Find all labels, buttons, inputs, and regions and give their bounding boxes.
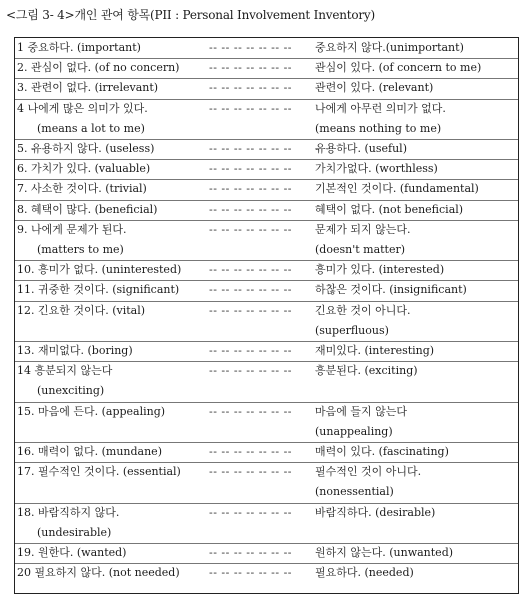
item-row (15, 139, 518, 160)
item-left-label: 10. 흥미가 없다. (uninterested) (17, 263, 182, 277)
item-left-english: (means a lot to me) (37, 121, 145, 135)
item-right-label: 관련이 있다. (relevant) (315, 81, 434, 95)
item-row (15, 58, 518, 79)
item-line-continuation (15, 383, 518, 399)
item-left-label: 7. 사소한 것이다. (trivial) (17, 182, 147, 196)
item-right-label: 하찮은 것이다. (insignificant) (315, 283, 467, 297)
item-right-english: (doesn't matter) (315, 242, 406, 256)
item-row (15, 462, 518, 503)
item-line-continuation (15, 484, 518, 500)
item-left-label: 4 나에게 많은 의미가 있다. (17, 101, 148, 115)
item-left-english: (undesirable) (37, 525, 112, 539)
item-left-english: (matters to me) (37, 242, 124, 256)
item-right-label: 필수적인 것이 아니다. (315, 465, 422, 479)
item-row (15, 543, 518, 564)
item-line (15, 464, 518, 480)
item-right-english: (means nothing to me) (315, 121, 442, 135)
item-right-label: 중요하지 않다.(unimportant) (315, 41, 464, 54)
item-line-continuation (15, 525, 518, 541)
item-left-label: 19. 원한다. (wanted) (17, 546, 127, 559)
item-row (15, 78, 518, 99)
item-right-english: (unappealing) (315, 424, 393, 438)
item-right-label: 문제가 되지 않는다. (315, 222, 411, 236)
item-left-label: 13. 재미없다. (boring) (17, 344, 133, 357)
inventory-table (14, 37, 519, 594)
scale-dashes: -- -- -- -- -- -- -- (209, 101, 293, 115)
scale-dashes: -- -- -- -- -- -- -- (209, 364, 293, 378)
item-line (15, 181, 518, 197)
item-row (15, 260, 518, 281)
scale-dashes: -- -- -- -- -- -- -- (209, 222, 293, 236)
scale-dashes: -- -- -- -- -- -- -- (209, 566, 293, 580)
item-row (15, 99, 518, 140)
item-right-label: 마음에 들지 않는다 (315, 404, 408, 418)
item-left-label: 20 필요하지 않다. (not needed) (17, 566, 180, 580)
item-left-label: 8. 혜택이 많다. (beneficial) (17, 202, 158, 216)
item-row (15, 402, 518, 443)
item-line (15, 363, 518, 379)
item-right-label: 관심이 있다. (of concern to me) (315, 61, 482, 75)
scale-dashes: -- -- -- -- -- -- -- (209, 162, 293, 176)
scale-dashes: -- -- -- -- -- -- -- (209, 505, 293, 519)
item-right-english: (nonessential) (315, 485, 394, 499)
item-line (15, 161, 518, 177)
item-left-label: 18. 바람직하지 않다. (17, 505, 120, 519)
item-row (15, 361, 518, 402)
scale-dashes: -- -- -- -- -- -- -- (209, 202, 293, 216)
item-line (15, 222, 518, 238)
scale-dashes: -- -- -- -- -- -- -- (209, 465, 293, 479)
item-right-label: 흥미가 있다. (interested) (315, 263, 445, 277)
item-line (15, 565, 518, 581)
item-line (15, 262, 518, 278)
item-right-label: 가치가없다. (worthless) (315, 162, 438, 176)
item-left-label: 2. 관심이 없다. (of no concern) (17, 61, 180, 75)
item-right-label: 매력이 있다. (fascinating) (315, 445, 449, 458)
item-left-label: 3. 관련이 없다. (irrelevant) (17, 81, 159, 95)
item-right-label: 긴요한 것이 아니다. (315, 303, 411, 317)
scale-dashes: -- -- -- -- -- -- -- (209, 41, 293, 54)
item-left-label: 14 흥분되지 않는다 (17, 364, 113, 378)
item-row (15, 503, 518, 544)
scale-dashes: -- -- -- -- -- -- -- (209, 61, 293, 75)
item-line (15, 40, 518, 56)
item-left-label: 5. 유용하지 않다. (useless) (17, 142, 155, 155)
item-line (15, 60, 518, 76)
scale-dashes: -- -- -- -- -- -- -- (209, 81, 293, 95)
item-row (15, 341, 518, 362)
item-line (15, 202, 518, 218)
figure-caption: <그림 3- 4>개인 관여 항목(PII : Personal Involvement Inventory) (6, 8, 375, 22)
item-row (15, 220, 518, 261)
item-left-label: 15. 마음에 든다. (appealing) (17, 404, 166, 418)
item-right-label: 유용하다. (useful) (315, 142, 407, 155)
item-row (15, 301, 518, 342)
item-line (15, 282, 518, 298)
item-row (15, 179, 518, 200)
item-left-label: 11. 귀중한 것이다. (significant) (17, 283, 180, 297)
item-right-label: 나에게 아무런 의미가 없다. (315, 101, 446, 115)
item-left-label: 6. 가치가 있다. (valuable) (17, 162, 151, 176)
item-left-label: 9. 나에게 문제가 된다. (17, 222, 127, 236)
item-left-label: 1 중요하다. (important) (17, 41, 141, 54)
item-line (15, 141, 518, 157)
scale-dashes: -- -- -- -- -- -- -- (209, 283, 293, 297)
item-right-label: 원하지 않는다. (unwanted) (315, 546, 454, 559)
item-line (15, 545, 518, 561)
item-line-continuation (15, 242, 518, 258)
item-row (15, 38, 518, 59)
item-line (15, 343, 518, 359)
item-right-label: 기본적인 것이다. (fundamental) (315, 182, 479, 196)
item-left-english: (unexciting) (37, 384, 105, 398)
item-line (15, 303, 518, 319)
scale-dashes: -- -- -- -- -- -- -- (209, 546, 293, 559)
item-left-label: 16. 매력이 없다. (mundane) (17, 445, 162, 458)
item-line (15, 80, 518, 96)
item-right-label: 바람직하다. (desirable) (315, 505, 436, 519)
item-row (15, 200, 518, 221)
item-line-continuation (15, 424, 518, 440)
item-right-label: 재미있다. (interesting) (315, 344, 435, 357)
scale-dashes: -- -- -- -- -- -- -- (209, 404, 293, 418)
scale-dashes: -- -- -- -- -- -- -- (209, 303, 293, 317)
item-row (15, 159, 518, 180)
item-line (15, 444, 518, 460)
item-right-label: 흥분된다. (exciting) (315, 364, 418, 378)
scale-dashes: -- -- -- -- -- -- -- (209, 142, 293, 155)
item-line-continuation (15, 121, 518, 137)
scale-dashes: -- -- -- -- -- -- -- (209, 263, 293, 277)
item-right-label: 필요하다. (needed) (315, 566, 414, 580)
item-line (15, 101, 518, 117)
item-row (15, 563, 518, 583)
item-line (15, 505, 518, 521)
item-row (15, 280, 518, 301)
item-row (15, 442, 518, 463)
item-left-label: 17. 필수적인 것이다. (essential) (17, 465, 181, 479)
scale-dashes: -- -- -- -- -- -- -- (209, 182, 293, 196)
scale-dashes: -- -- -- -- -- -- -- (209, 445, 293, 458)
item-line-continuation (15, 323, 518, 339)
scale-dashes: -- -- -- -- -- -- -- (209, 344, 293, 357)
item-right-english: (superfluous) (315, 323, 389, 337)
item-line (15, 404, 518, 420)
item-right-label: 혜택이 없다. (not beneficial) (315, 202, 464, 216)
item-left-label: 12. 긴요한 것이다. (vital) (17, 303, 146, 317)
